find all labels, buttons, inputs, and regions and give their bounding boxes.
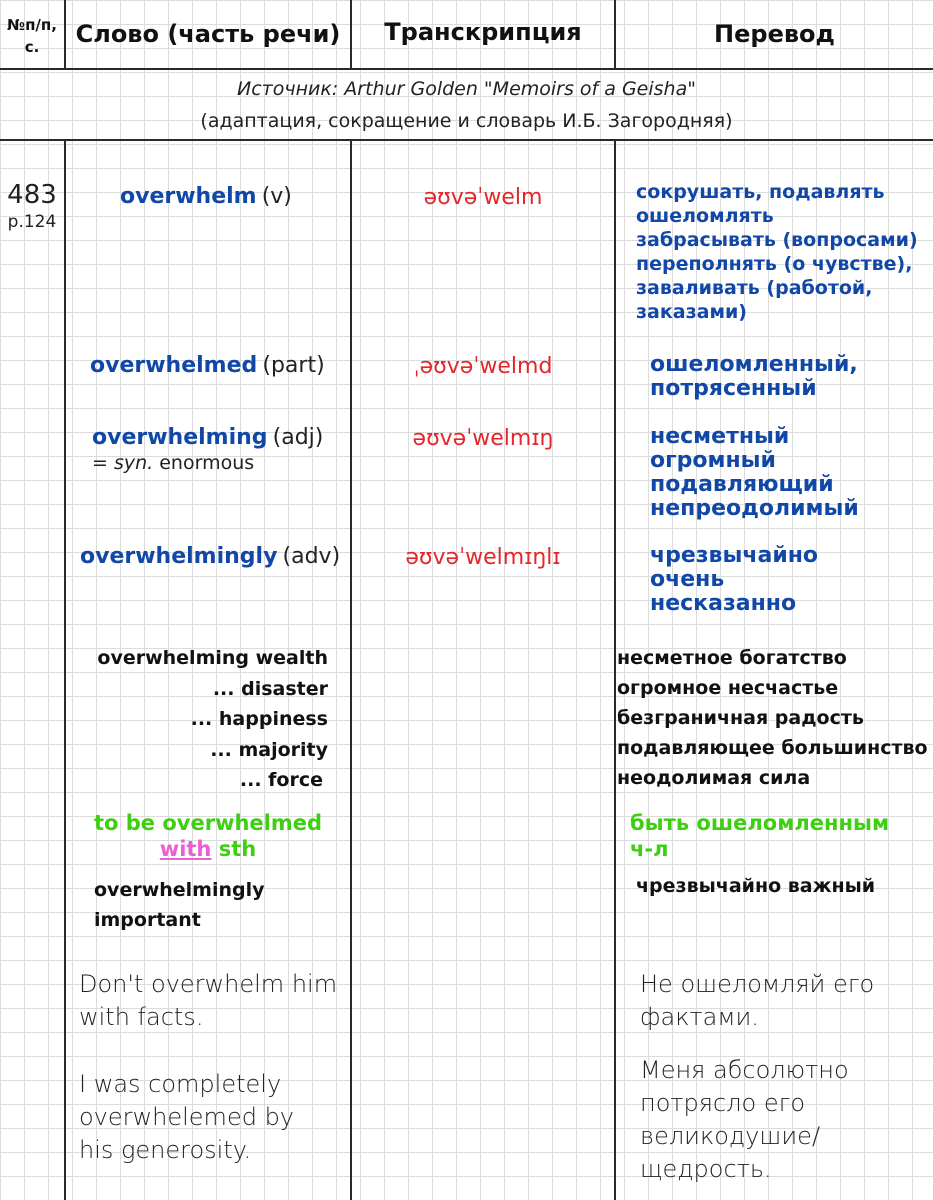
translation-line: забрасывать (вопросами)	[636, 229, 918, 251]
translation-line: переполнять (о чувстве),	[636, 253, 913, 275]
translation-overwhelmingly	[650, 544, 818, 616]
entry-number: 483	[7, 180, 57, 210]
collocation-ru: неодолимая сила	[617, 767, 811, 789]
header-transcription-column: Транскрипция	[384, 18, 582, 46]
collocation-en: ... disaster	[212, 677, 328, 700]
phrase-line: overwhelmingly	[94, 879, 265, 901]
transcription-overwhelming: əʊvəˈwelmɪŋ	[412, 426, 554, 451]
translation-line: потрясенный	[650, 376, 817, 401]
idiom-line: to be overwhelmed	[93, 811, 323, 835]
header-number-column: №п/п, с.	[7, 16, 57, 56]
example-line: щедрость.	[640, 1155, 772, 1183]
example-line: with facts.	[79, 1003, 204, 1031]
collocation-ru: несметное богатство	[617, 647, 847, 669]
headword: overwhelm	[120, 184, 257, 209]
synonym-word: enormous	[153, 452, 255, 474]
column-divider-3-body	[614, 140, 616, 1200]
part-of-speech: (adj)	[272, 425, 324, 450]
idiom-ru-line: быть ошеломленным	[630, 811, 890, 835]
collocation-ru: огромное несчастье	[617, 677, 839, 699]
example-line: Меня абсолютно	[640, 1056, 849, 1084]
source-bottom-rule	[0, 139, 933, 141]
translation-line: очень	[650, 567, 725, 592]
example-line: overwhelemed by	[79, 1103, 295, 1131]
example-line: Don't overwhelm him	[79, 970, 338, 998]
example-line: великодушие/	[640, 1122, 821, 1150]
collocation-ru: подавляющее большинство	[617, 737, 928, 759]
phrase-overwhelmingly-important	[94, 875, 265, 935]
headword: overwhelming	[92, 425, 268, 450]
column-divider-2-body	[350, 140, 352, 1200]
translation-line: подавляющий	[650, 472, 834, 497]
word-overwhelm	[120, 184, 292, 209]
header-word-column: Слово (часть речи)	[75, 20, 341, 48]
translation-overwhelmed	[650, 353, 858, 401]
translation-line: заказами)	[636, 301, 747, 323]
example-en-2	[79, 1068, 294, 1167]
collocations-ru	[617, 643, 928, 793]
translation-line: ошеломленный,	[650, 352, 858, 377]
collocation-en: ... happiness	[190, 708, 328, 730]
example-en-1	[79, 968, 337, 1034]
part-of-speech: (v)	[261, 184, 292, 209]
translation-line: огромный	[650, 448, 776, 473]
word-overwhelmingly	[80, 544, 340, 569]
transcription-overwhelmed: ˌəʊvəˈwelmd	[413, 354, 553, 379]
idiom-ru-line: ч-л	[630, 837, 669, 861]
synonym-note	[92, 452, 254, 474]
phrase-line: important	[94, 909, 201, 931]
translation-line: чрезвычайно	[650, 543, 819, 568]
source-line: Источник: Arthur Golden "Memoirs of a Geisha"	[237, 78, 696, 100]
idiom-ru	[630, 810, 889, 862]
part-of-speech: (adv)	[282, 544, 341, 569]
translation-line: несказанно	[650, 591, 797, 616]
idiom-line-2	[66, 836, 350, 862]
header-translation-column: Перевод	[714, 20, 835, 48]
collocation-ru: безграничная радость	[617, 707, 864, 729]
collocation-en: overwhelming wealth	[97, 647, 328, 669]
example-ru-1	[640, 968, 874, 1034]
example-ru-2	[640, 1054, 849, 1186]
example-line: his generosity.	[79, 1136, 252, 1164]
phrase-translation: чрезвычайно важный	[636, 875, 876, 897]
example-line: I was completely	[79, 1070, 282, 1098]
column-divider-1-body	[64, 140, 66, 1200]
source-credit: (адаптация, сокращение и словарь И.Б. Загородняя)	[200, 110, 733, 132]
translation-line: сокрушать, подавлять	[636, 181, 885, 203]
collocation-en: ... force	[239, 769, 323, 791]
idiom-object: sth	[211, 837, 257, 861]
translation-line: несметный	[650, 424, 790, 449]
example-line: фактами.	[640, 1003, 759, 1031]
example-line: Не ошеломляй его	[640, 970, 875, 998]
header-bottom-rule	[0, 68, 933, 70]
headword: overwhelmingly	[80, 544, 278, 569]
preposition-with: with	[159, 837, 212, 861]
example-line: потрясло его	[640, 1089, 806, 1117]
collocation-en: ... majority	[210, 738, 328, 761]
translation-line: ошеломлять	[636, 205, 774, 227]
transcription-overwhelm: əʊvəˈwelm	[423, 185, 543, 210]
translation-line: непреодолимый	[650, 496, 859, 521]
translation-overwhelming	[650, 425, 859, 521]
collocations-en	[80, 643, 328, 796]
synonym-prefix: =	[92, 452, 114, 474]
headword: overwhelmed	[90, 353, 258, 378]
entry-page: p.124	[7, 212, 57, 232]
synonym-label: syn.	[113, 452, 154, 474]
part-of-speech: (part)	[262, 353, 325, 378]
word-overwhelming	[92, 425, 323, 450]
translation-overwhelm	[636, 180, 918, 324]
word-overwhelmed	[90, 353, 325, 378]
idiom-en	[66, 810, 350, 862]
translation-line: заваливать (работой,	[636, 277, 873, 299]
transcription-overwhelmingly: əʊvəˈwelmɪŋlɪ	[405, 545, 561, 570]
